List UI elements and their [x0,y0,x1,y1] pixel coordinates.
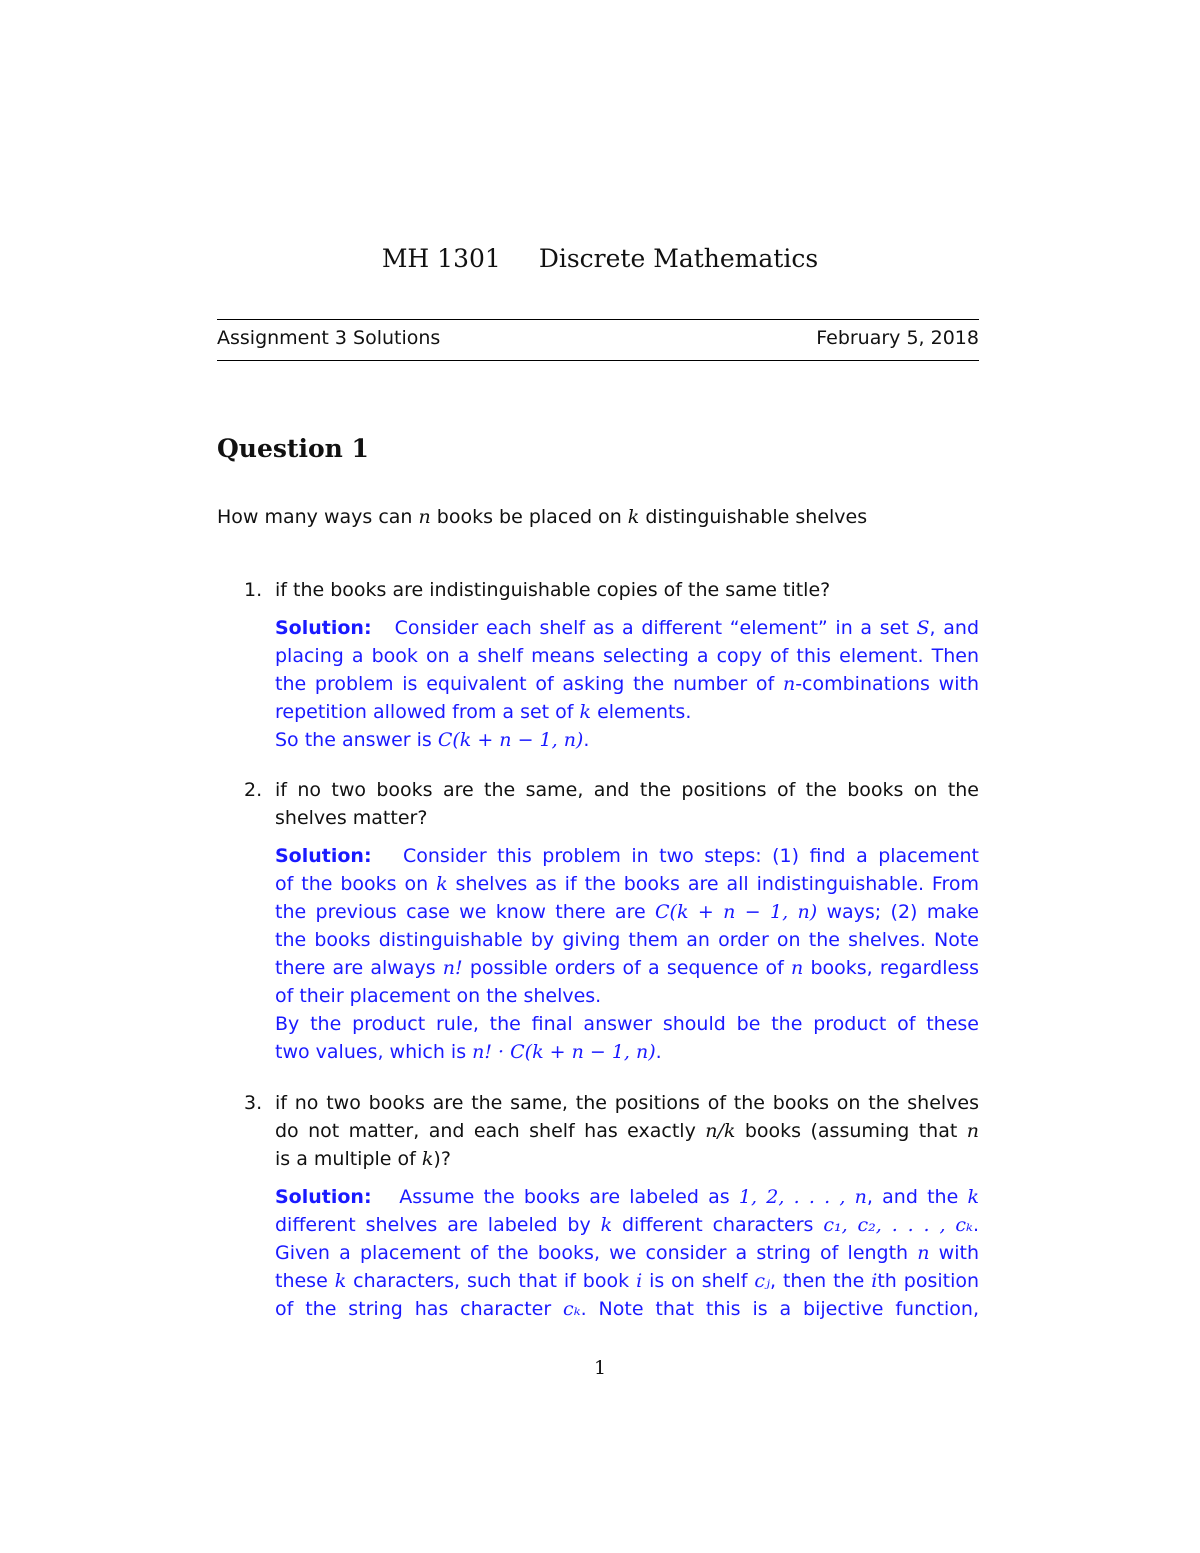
text-run: . [583,729,590,751]
text-run: th position [877,1270,980,1292]
text-run: elements. [591,701,692,723]
solution-line [275,1211,979,1239]
text-run: characters, such that if book [346,1270,637,1292]
math-formula: C(k + n − 1, n) [437,729,584,751]
text-run: do not matter, and each shelf has exactly [275,1120,706,1142]
text-run: of the books on [275,873,437,895]
math-k: k [600,1214,613,1236]
text-run: . [972,1214,980,1236]
course-title [0,244,1200,273]
solution-line [275,842,979,870]
item-text-line: if no two books are the same, and the positions of the books on the [275,779,979,801]
text-run: Consider each shelf as a different “element” in a set [394,617,917,639]
text-run: . Note that this is a bijective function, [580,1298,979,1320]
course-code: MH 1301 [381,244,501,273]
math-formula: C(k + n − 1, n) [655,901,818,923]
text-run: )? [433,1148,451,1170]
solution-line [275,954,979,982]
solution-line [275,642,979,670]
text-run: books (assuming that [735,1120,967,1142]
page-number: 1 [593,1357,607,1379]
math-n: n [782,673,796,695]
solution-line [275,870,979,898]
list-item-2 [244,776,979,1066]
text-run: So the answer is [275,729,438,751]
math-n-over-k: n/k [705,1120,736,1142]
item-text [275,1089,979,1173]
text-run: is a multiple of [275,1148,422,1170]
text-run: different shelves are labeled by [275,1214,601,1236]
solution-line [275,982,979,1010]
text-run: , and [929,617,980,639]
text-run: the books distinguishable by giving them an order on the shelves. Note [275,929,979,951]
math-n: n [917,1242,930,1264]
text-run: of the string has character [275,1298,564,1320]
text-run: Assume the books are labeled as [399,1186,739,1208]
list-item-1 [244,576,979,754]
text-run: By the product rule, the final answer should be the product of these [275,1013,979,1035]
course-name: Discrete Mathematics [538,244,819,273]
solution-label: Solution: [275,845,372,867]
solution-label: Solution: [275,1186,372,1208]
solution-label: Solution: [275,617,372,639]
header-rule-top [217,319,979,320]
math-k: k [436,873,448,895]
text-run: books, regardless [803,957,979,979]
text-run: , and the [866,1186,968,1208]
text-run: with [929,1242,979,1264]
item-text-line [275,1117,979,1145]
text-run: , then the [770,1270,872,1292]
text-run: repetition allowed from a set of [275,701,580,723]
math-k: k [334,1270,347,1292]
solution-line [275,614,979,642]
math-n-factorial: n! [442,957,463,979]
text-run: Consider this problem in two steps: (1) find a placement [403,845,979,867]
math-k: k [579,701,592,723]
math-i: i [636,1270,643,1292]
item-text [275,776,979,832]
math-cj: cⱼ [754,1270,770,1292]
header-rule-bottom [217,360,979,361]
text-run: there are always [275,957,443,979]
math-formula: n! · C(k + n − 1, n) [472,1041,656,1063]
math-sequence: 1, 2, . . . , n [738,1186,867,1208]
assignment-title: Assignment 3 Solutions [217,327,441,349]
math-n: n [791,957,804,979]
item-text: if the books are indistinguishable copies of the same title? [275,579,831,601]
text-run: if no two books are the same, the positions of the books on the shelves [275,1092,979,1114]
text-run: placing a book on a shelf means selecting a copy of this element. Then [275,645,979,667]
text-run: possible orders of a sequence of [462,957,792,979]
solution-line [275,1295,979,1323]
text-run: these [275,1270,335,1292]
solution-line [275,698,979,726]
prompt-text: distinguishable shelves [639,506,868,528]
item-number: 1. [244,579,263,601]
prompt-text: books be placed on [430,506,628,528]
text-run: -combinations with [795,673,979,695]
solution-block [275,614,979,754]
text-run: different characters [612,1214,824,1236]
math-k: k [421,1148,434,1170]
text-run: the problem is equivalent of asking the number of [275,673,783,695]
solution-block [275,842,979,1066]
solution-line [275,926,979,954]
solution-line [275,898,979,926]
math-characters: c₁, c₂, . . . , cₖ [823,1214,973,1236]
solution-line [275,1038,979,1066]
math-n: n [418,506,431,528]
text-run: . [655,1041,662,1063]
math-k: k [627,506,640,528]
math-i: i [871,1270,878,1292]
prompt-text: How many ways can [217,506,419,528]
text-run: the previous case we know there are [275,901,656,923]
text-run: two values, which is [275,1041,473,1063]
assignment-date: February 5, 2018 [816,327,979,349]
solution-line [275,1183,979,1211]
text-run: shelves as if the books are all indistinguishable. From [447,873,979,895]
item-number: 3. [244,1092,263,1114]
math-ck: cₖ [563,1298,581,1320]
solution-block [275,1183,979,1323]
solution-line [275,726,979,754]
item-number: 2. [244,779,263,801]
item-text-line [275,1145,979,1173]
list-item-3 [244,1089,979,1323]
solution-line [275,1010,979,1038]
question-prompt [217,506,977,528]
text-run: of their placement on the shelves. [275,985,602,1007]
math-n: n [966,1120,979,1142]
text-run: Given a placement of the books, we consider a string of length [275,1242,918,1264]
solution-line [275,670,979,698]
item-text-line: shelves matter? [275,807,428,829]
solution-line [275,1239,979,1267]
item-text-line [275,1089,979,1117]
math-k: k [967,1186,980,1208]
solution-line [275,1267,979,1295]
math-S: S [916,617,930,639]
question-heading: Question 1 [217,434,369,463]
text-run: ways; (2) make [817,901,979,923]
text-run: is on shelf [642,1270,755,1292]
